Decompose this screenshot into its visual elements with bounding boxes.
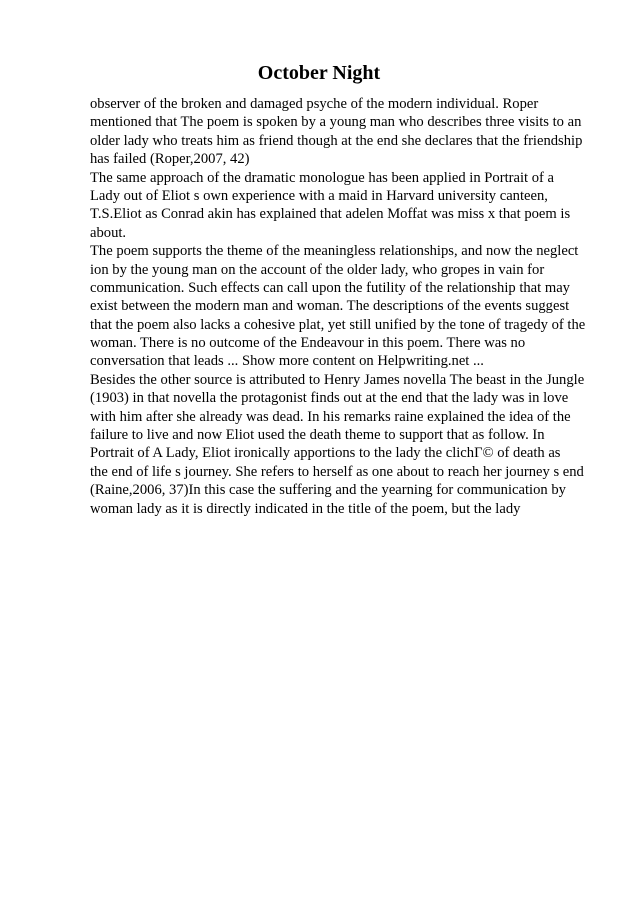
- text-line: Portrait of A Lady, Eliot ironically apportions to the lady the clichГ© of death as: [90, 445, 561, 462]
- text-line: observer of the broken and damaged psyche of the modern individual. Roper: [90, 96, 539, 112]
- text-line: that the poem also lacks a cohesive plat, yet still unified by the tone of tragedy of the: [90, 316, 586, 333]
- text-line: communication. Such effects can call upon the futility of the relationship that may: [90, 279, 570, 296]
- text-line: woman. There is no outcome of the Endeavour in this poem. There was no: [90, 335, 526, 352]
- text-line: the end of life s journey. She refers to herself as one about to reach her journey s end: [90, 463, 584, 480]
- text-line: T.S.Eliot as Conrad akin has explained that adelen Moffat was miss x that poem is: [90, 206, 571, 223]
- text-line: The poem supports the theme of the meaningless relationships, and now the neglect: [90, 243, 579, 260]
- text-line: mentioned that The poem is spoken by a young man who describes three visits to an: [90, 114, 582, 131]
- text-line: ion by the young man on the account of the older lady, who gropes in vain for: [90, 261, 545, 278]
- text-line: conversation that leads ... Show more content on Helpwriting.net ...: [90, 353, 484, 370]
- text-line: with him after she already was dead. In his remarks raine explained the idea of the: [90, 408, 571, 425]
- document-body: [90, 95, 590, 518]
- text-line: failure to live and now Eliot used the death theme to support that as follow. In: [90, 427, 545, 444]
- text-line: has failed (Roper,2007, 42): [90, 151, 250, 168]
- text-line: (1903) in that novella the protagonist finds out at the end that the lady was in love: [90, 390, 569, 407]
- text-line: older lady who treats him as friend though at the end she declares that the friendship: [90, 132, 583, 149]
- text-line: exist between the modern man and woman. The descriptions of the events suggest: [90, 298, 570, 315]
- text-line: woman lady as it is directly indicated in the title of the poem, but the lady: [90, 500, 521, 517]
- text-line: The same approach of the dramatic monologue has been applied in Portrait of a: [90, 169, 554, 186]
- text-line: Besides the other source is attributed to Henry James novella The beast in the Jungle: [90, 371, 585, 388]
- document-title: October Night: [257, 62, 381, 84]
- text-line: about.: [90, 224, 127, 241]
- text-line: (Raine,2006, 37)In this case the suffering and the yearning for communication by: [90, 482, 566, 499]
- text-line: Lady out of Eliot s own experience with a maid in Harvard university canteen,: [90, 187, 548, 204]
